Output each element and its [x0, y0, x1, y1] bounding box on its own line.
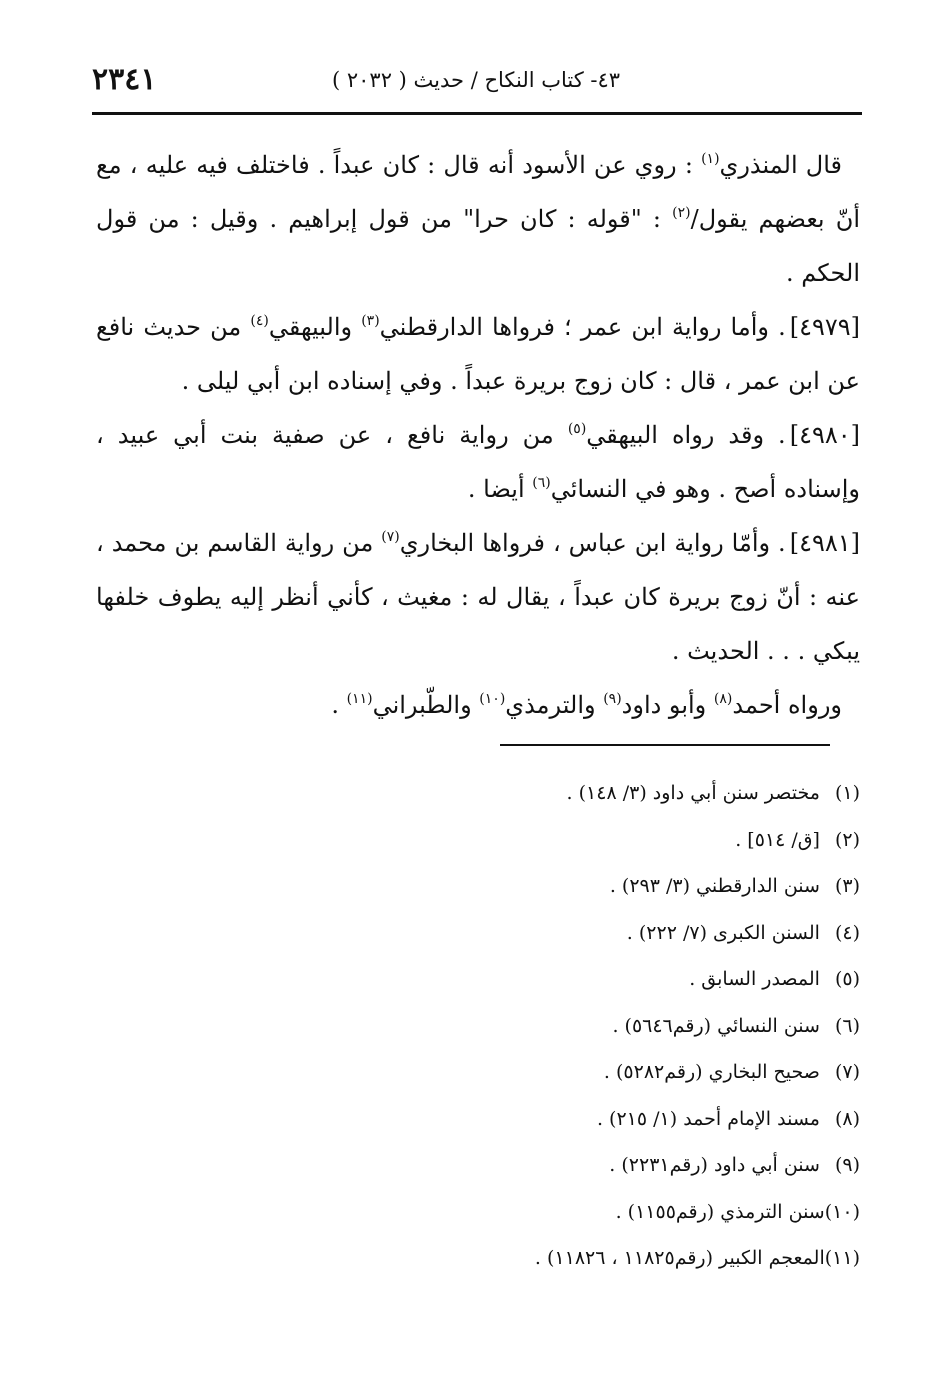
text-segment: . وأمّا رواية ابن عباس ، فرواها البخاري	[399, 529, 786, 557]
footnote-marker: (١٠)	[824, 1200, 860, 1223]
footnote-item	[300, 1142, 860, 1189]
text-segment: والترمذي	[505, 691, 604, 719]
footnote-ref: (٨)	[713, 691, 733, 707]
hadith-number: [٤٩٨٠]	[789, 421, 861, 449]
footnote-item	[300, 1049, 860, 1096]
footnote-text: سنن الدارقطني (٣/ ٢٩٣) .	[609, 875, 820, 897]
text-segment: من حديث نافع عن ابن عمر ، قال : كان زوج بريرة عبداً . وفي إسناده ابن أبي ليلى .	[96, 313, 860, 395]
footnote-text: مختصر سنن أبي داود (٣/ ١٤٨) .	[566, 782, 820, 804]
footnote-ref: (٣)	[361, 313, 380, 329]
footnote-marker: (١)	[834, 782, 860, 804]
text-segment: .	[331, 691, 347, 719]
paragraph-narrators	[96, 678, 860, 732]
footnote-text: [ق/ ٥١٤] .	[735, 828, 820, 851]
footnote-text: سنن الترمذي (رقم١١٥٥) .	[615, 1200, 825, 1223]
text-segment: والطّبراني	[372, 691, 480, 719]
footnote-marker: (٩)	[834, 1154, 860, 1176]
running-title: ٤٣- كتاب النكاح / حديث ( ٢٠٣٢ )	[332, 68, 621, 92]
footnote-marker: (٣)	[834, 875, 860, 897]
footnote-text: المصدر السابق .	[689, 968, 820, 990]
footnote-item	[300, 910, 860, 957]
footnote-marker: (٥)	[834, 968, 860, 990]
footnote-item	[300, 863, 860, 910]
text-segment: . وقد رواه البيهقي	[586, 421, 786, 449]
footnote-ref: (٧)	[381, 529, 400, 545]
text-segment: من رواية نافع ، عن صفية بنت أبي عبيد ، وإسناده أصح . وهو في النسائي	[96, 421, 860, 503]
footnote-ref: (١١)	[346, 691, 373, 707]
footnote-marker: (٦)	[834, 1014, 860, 1037]
footnote-text: مسند الإمام أحمد (١/ ٢١٥) .	[596, 1107, 820, 1130]
page-header	[92, 62, 862, 102]
footnote-text: صحيح البخاري (رقم٥٢٨٢) .	[603, 1061, 820, 1083]
footnote-item	[300, 817, 860, 864]
paragraph-4979	[96, 300, 860, 408]
text-segment: : روي عن الأسود أنه قال : كان عبداً . فاختلف فيه عليه ، مع أنّ بعضهم يقول/	[96, 151, 861, 233]
page-number: ٢٣٤١	[92, 62, 157, 97]
hadith-number: [٤٩٨١]	[789, 529, 860, 557]
footnote-text: السنن الكبرى (٧/ ٢٢٢) .	[626, 921, 820, 944]
main-text	[96, 138, 860, 732]
footnote-text: المعجم الكبير (رقم١١٨٢٥ ، ١١٨٢٦) .	[534, 1247, 825, 1269]
footnote-item	[300, 770, 860, 817]
footnote-ref: (٦)	[532, 475, 551, 491]
text-segment: وأبو داود	[621, 691, 714, 719]
text-segment: . وأما رواية ابن عمر ؛ فرواها الدارقطني	[379, 313, 786, 341]
footnote-ref: (٢)	[672, 205, 691, 221]
footnote-ref: (١٠)	[479, 691, 506, 707]
footnote-marker: (٤)	[834, 921, 860, 944]
footnote-item	[300, 1189, 860, 1236]
header-rule	[92, 112, 862, 115]
footnote-item	[300, 1096, 860, 1143]
hadith-number: [٤٩٧٩]	[789, 313, 861, 341]
paragraph-4981	[96, 516, 860, 678]
text-segment: : "قوله : كان حرا" من قول إبراهيم . وقيل : من قول الحكم .	[96, 205, 860, 287]
footnote-text: سنن النسائي (رقم٥٦٤٦) .	[612, 1014, 820, 1037]
footnote-item	[300, 1003, 860, 1050]
text-segment: والبيهقي	[268, 313, 362, 341]
footnote-ref: (١)	[701, 151, 720, 167]
footnote-item	[300, 1235, 860, 1282]
footnote-ref: (٥)	[567, 421, 587, 437]
footnote-marker: (٧)	[834, 1061, 860, 1083]
footnote-marker: (٨)	[834, 1107, 860, 1130]
footnote-marker: (٢)	[834, 828, 860, 851]
paragraph-mundhiri	[96, 138, 860, 300]
footnotes-list	[300, 770, 860, 1282]
text-segment: قال المنذري	[719, 151, 843, 179]
text-segment: ورواه أحمد	[732, 691, 842, 719]
footnote-text: سنن أبي داود (رقم٢٢٣١) .	[609, 1154, 820, 1176]
footnote-ref: (٩)	[603, 691, 622, 707]
text-segment: أيضا .	[467, 475, 533, 503]
text-segment: من رواية القاسم بن محمد ، عنه : أنّ زوج بريرة كان عبداً ، يقال له : مغيث ، كأني أنظر إليه يطوف خلفها يبكي . . . الحديث .	[96, 529, 860, 665]
footnote-item	[300, 956, 860, 1003]
paragraph-4980	[96, 408, 860, 516]
footnote-separator	[500, 744, 830, 746]
footnote-ref: (٤)	[250, 313, 269, 329]
footnote-marker: (١١)	[824, 1247, 860, 1269]
